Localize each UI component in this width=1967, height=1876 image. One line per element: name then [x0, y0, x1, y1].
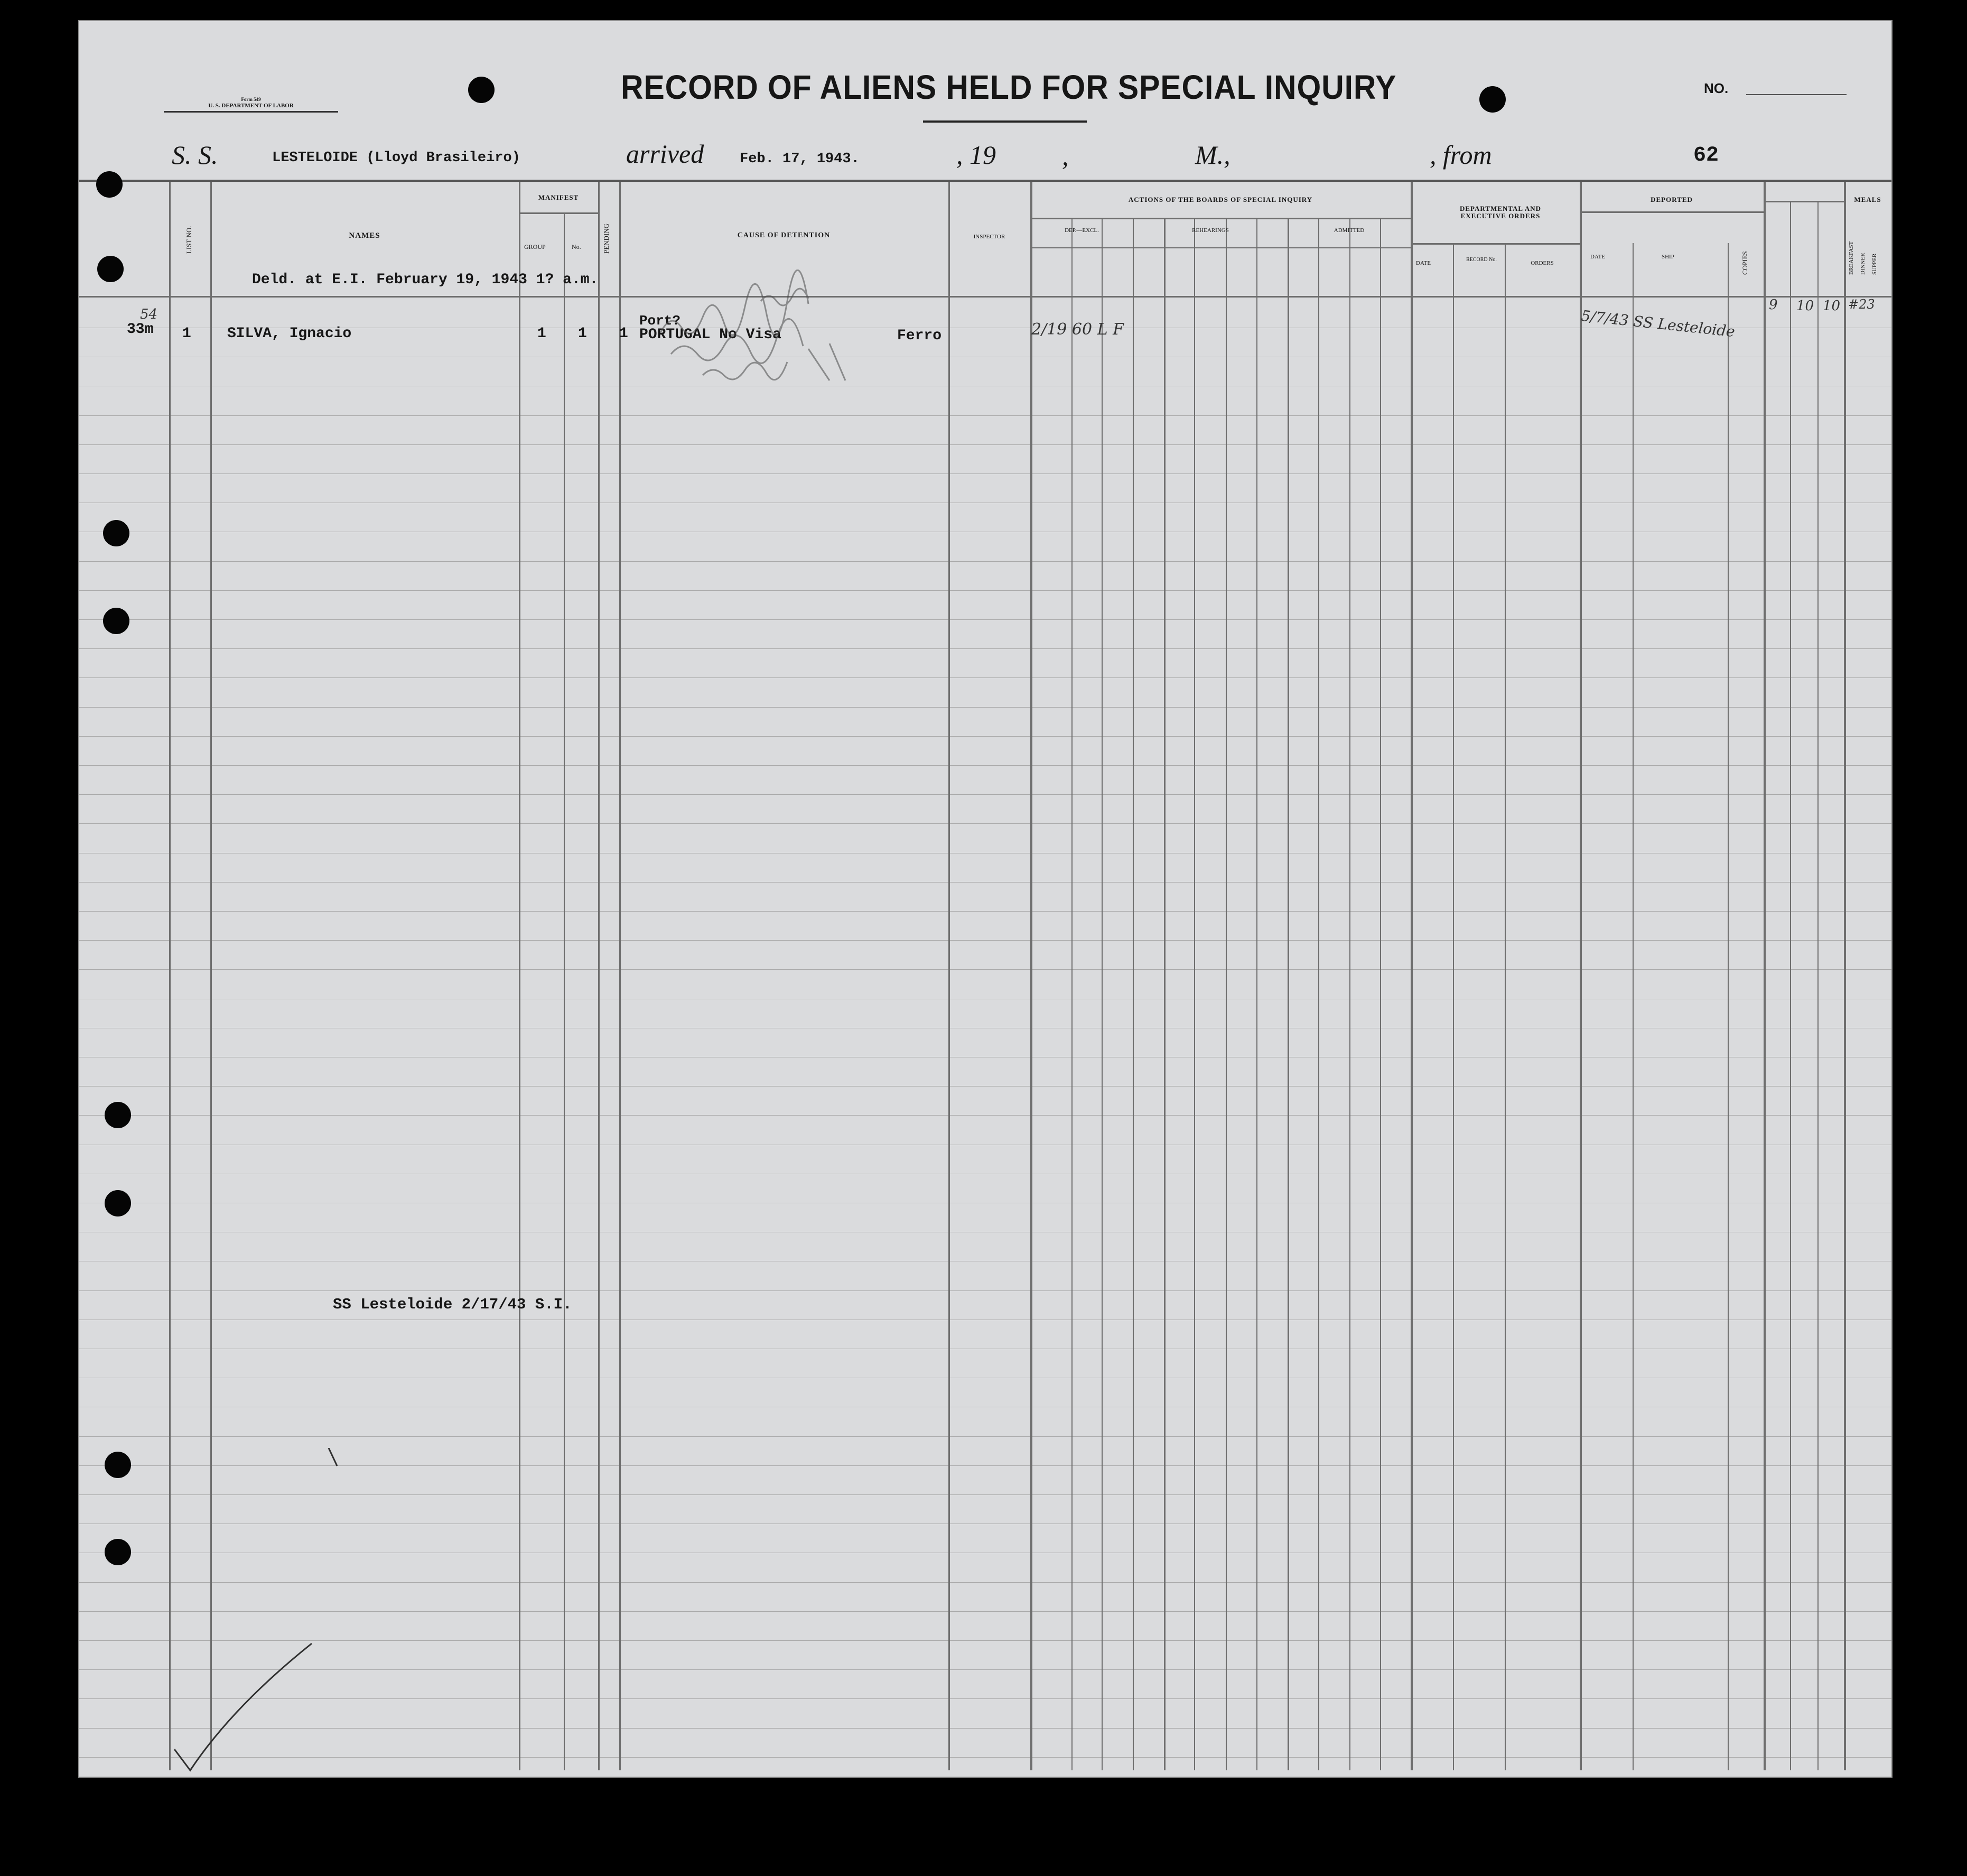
- meals-header: MEALS: [1854, 196, 1881, 203]
- grid-row-line: [79, 590, 1891, 591]
- arrived-label: arrived: [626, 139, 704, 169]
- bsi-header: ACTIONS OF THE BOARDS OF SPECIAL INQUIRY: [1128, 196, 1313, 203]
- margin-note: 54: [140, 307, 158, 322]
- sheet-number: 62: [1693, 144, 1719, 168]
- entry-meal-breakfast: 9: [1769, 297, 1778, 313]
- m-label: M.,: [1195, 140, 1230, 170]
- entry-bsi-action: 2/19 60 L F: [1031, 320, 1124, 339]
- grid-row-line: [79, 911, 1891, 912]
- dept-record-header: RECORD No.: [1466, 257, 1497, 263]
- grid-row-line: [79, 619, 1891, 620]
- no-header: No.: [572, 243, 581, 250]
- binder-hole: [468, 77, 495, 103]
- bsi-sub-1: DEP.—EXCL.: [1065, 227, 1099, 234]
- group-header: GROUP: [524, 243, 546, 250]
- grid-row-line: [79, 736, 1891, 737]
- grid-row-line: [79, 677, 1891, 678]
- dept-header: DEPARTMENTAL AND EXECUTIVE ORDERS: [1459, 205, 1542, 220]
- manifest-header: MANIFEST: [538, 193, 579, 201]
- binder-hole: [105, 1452, 131, 1478]
- binder-hole: [97, 256, 124, 282]
- entry-meal-dinner: 10: [1796, 298, 1814, 314]
- inspector-header: INSPECTOR: [973, 234, 1005, 240]
- footer-stamp: SS Lesteloide 2/17/43 S.I.: [333, 1296, 572, 1313]
- bsi-sub-2: REHEARINGS: [1192, 227, 1229, 234]
- binder-hole: [103, 520, 129, 546]
- entry-meal-supper: 10: [1823, 298, 1841, 314]
- bsi-sub-3: ADMITTED: [1334, 227, 1365, 234]
- handwritten-annotations: [639, 270, 1009, 407]
- dept-orders-header: ORDERS: [1531, 260, 1554, 266]
- binder-hole: [105, 1190, 131, 1216]
- deported-header: DEPORTED: [1651, 196, 1693, 203]
- ship-name: LESTELOIDE (Lloyd Brasileiro): [272, 150, 520, 166]
- grid-row-line: [79, 1290, 1891, 1291]
- entry-no: 1: [578, 326, 587, 342]
- cause-header: CAUSE OF DETENTION: [737, 231, 831, 239]
- year-label: , 19: [956, 140, 996, 170]
- grid-row-line: [79, 765, 1891, 766]
- meals-supper-header: SUPPER: [1871, 253, 1878, 275]
- grid-row-line: [79, 882, 1891, 883]
- pending-header: PENDING: [602, 223, 610, 254]
- binder-hole: [96, 171, 123, 198]
- binder-hole: [105, 1539, 131, 1565]
- grid-row-line: [79, 1115, 1891, 1116]
- binder-hole: [103, 608, 129, 634]
- grid-row-line: [79, 648, 1891, 649]
- dept-date-header: DATE: [1416, 260, 1431, 266]
- deported-ship-header: SHIP: [1662, 254, 1674, 260]
- entry-line: 1: [182, 326, 191, 342]
- deported-copies-header: COPIES: [1741, 251, 1749, 275]
- grid-row-line: [79, 823, 1891, 824]
- grid-row-line: [79, 707, 1891, 708]
- entry-pending: 1: [619, 326, 628, 342]
- from-label: , from: [1430, 140, 1492, 170]
- delivered-line: Deld. at E.I. February 19, 1943 1? a.m.: [252, 272, 599, 288]
- grid-row-line: [79, 561, 1891, 562]
- grid-row-line: [79, 969, 1891, 970]
- list-no-header: LIST NO.: [185, 226, 193, 254]
- binder-hole: [1479, 86, 1506, 113]
- deported-date-header: DATE: [1590, 254, 1606, 260]
- entry-name: SILVA, Ignacio: [227, 326, 352, 342]
- entry-inspector: Ferro: [897, 328, 942, 344]
- entry-cause-prefix: Port?: [639, 313, 681, 329]
- grid-row-line: [79, 473, 1891, 474]
- agency-label: U. S. DEPARTMENT OF LABOR: [208, 103, 294, 109]
- entry-margin-right: #23: [1848, 297, 1875, 312]
- arrived-date: Feb. 17, 1943.: [740, 151, 860, 167]
- entry-cause: PORTUGAL No Visa: [639, 327, 781, 343]
- grid-row-line: [79, 444, 1891, 445]
- grid-row-line: [79, 1436, 1891, 1437]
- grid-row-line: [79, 794, 1891, 795]
- no-label: NO.: [1704, 80, 1729, 96]
- binder-hole: [105, 1102, 131, 1128]
- record-sheet: Form 549 U. S. DEPARTMENT OF LABOR RECORD OF ALIENS HELD FOR SPECIAL INQUIRY NO. S. S. LESTELOIDE (Lloyd Brasileiro) arrived Feb. 17, 1943. , 19 , M., , from 62 LIST NO. NAMES MANIFEST GROUP No. PENDING CAUSE OF DETENTION INSPECTOR ACTIONS OF THE BOARDS OF SPECIAL INQUIRY DEP.—EXCL. REHEARINGS ADMITTED DEPARTMENTAL AND EXECUTIVE ORDERS DATE RECORD No. ORDERS DEPORTED DATE SHIP COPIES MEALS BREAKFAST DINNER SUPPER Deld. at E.I. February 19, 1943 1? a.m. 54 33m 1 SILVA, Ignacio 1 1 1 Port? PORTUGAL No Visa Ferro 2/19 60 L F 5/7/43 SS Lesteloide 9 10 10 #23 SS Lesteloide 2/17/43 S.I.: [78, 20, 1893, 1778]
- entry-deported: 5/7/43 SS Lesteloide: [1580, 307, 1736, 341]
- ss-label: S. S.: [172, 140, 218, 170]
- grid-row-line: [79, 940, 1891, 941]
- grid-row-line: [79, 415, 1891, 416]
- meals-dinner-header: DINNER: [1860, 253, 1866, 275]
- entry-list-no: 33m: [127, 321, 154, 338]
- form-title: RECORD OF ALIENS HELD FOR SPECIAL INQUIRY: [621, 68, 1397, 106]
- names-header: NAMES: [349, 231, 380, 240]
- entry-group: 1: [537, 326, 546, 342]
- pen-check-mark: [174, 1448, 365, 1778]
- meals-breakfast-header: BREAKFAST: [1848, 241, 1854, 275]
